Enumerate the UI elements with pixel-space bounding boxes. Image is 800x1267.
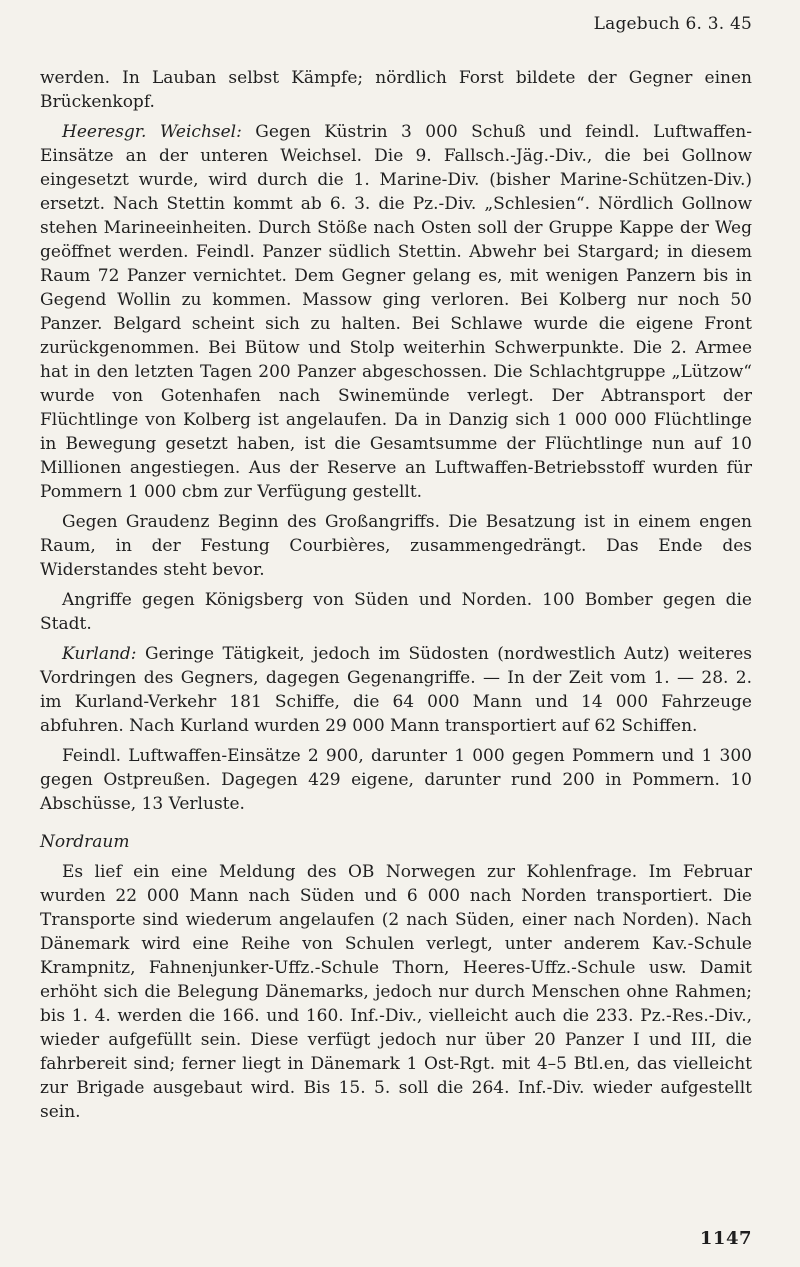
paragraph-text: Geringe Tätigkeit, jedoch im Südosten (nordwestlich Autz) weiteres Vordringen des Gegners, dagegen Gegenangriffe. — In der Zeit vom 1. — 28. 2. im Kurland-Verkehr 181 Schiffe, die 64 000 Mann und 14 000 Fahrzeuge abfuhren. Nach Kurland wurden 29 000 Mann transportiert auf 62 Schiffen. [40, 644, 752, 736]
running-head: Lagebuch 6. 3. 45 [593, 14, 752, 34]
paragraph-nordraum: Es lief ein eine Meldung des OB Norwegen zur Kohlenfrage. Im Februar wurden 22 000 Mann nach Süden und 6 000 nach Norden transportiert. Die Transporte sind wiederum angelaufen (2 nach Süden, einer nach Norden). Nach Dänemark wird eine Reihe von Schulen verlegt, unter anderem Kav.-Schule Krampnitz, Fahnenjunker-Uffz.-Schule Thorn, Heeres-Uffz.-Schule usw. Damit erhöht sich die Belegung Dänemarks, jedoch nur durch Menschen ohne Rahmen; bis 1. 4. werden die 166. und 160. Inf.-Div., vielleicht auch die 233. Pz.-Res.-Div., wieder aufgefüllt sein. Diese verfügt jedoch nur über 20 Panzer I und III, die fahrbereit sind; ferner liegt in Dänemark 1 Ost-Rgt. mit 4–5 Btl.en, das vielleicht zur Brigade ausgebaut wird. Bis 15. 5. soll die 264. Inf.-Div. wieder aufgestellt sein. [40, 862, 752, 1122]
paragraph-graudenz: Gegen Graudenz Beginn des Großangriffs. Die Besatzung ist in einem engen Raum, in der Festung Courbières, zusammengedrängt. Das Ende des Widerstandes steht bevor. [40, 512, 752, 580]
paragraph-koenigsberg: Angriffe gegen Königsberg von Süden und Norden. 100 Bomber gegen die Stadt. [40, 590, 752, 634]
paragraph-kurland [40, 642, 752, 738]
paragraph-lead: Heeresgr. Weichsel: [62, 122, 242, 142]
page-number: 1147 [699, 1228, 752, 1249]
paragraph-heeresgr-weichsel [40, 120, 752, 504]
paragraph-text: Gegen Küstrin 3 000 Schuß und feindl. Luftwaffen-Einsätze an der unteren Weichsel. Die 9. Fallsch.-Jäg.-Div., die bei Gollnow eingesetzt wurde, wird durch die 1. Marine-Div. (bisher Marine-Schützen-Div.) ersetzt. Nach Stettin kommt ab 6. 3. die Pz.-Div. „Schlesien“. Nördlich Gollnow stehen Marineeinheiten. Durch Stöße nach Osten soll der Gruppe Kappe der Weg geöffnet werden. Feindl. Panzer südlich Stettin. Abwehr bei Stargard; in diesem Raum 72 Panzer vernichtet. Dem Gegner gelang es, mit wenigen Panzern bis in Gegend Wollin zu kommen. Massow ging verloren. Bei Kolberg nur noch 50 Panzer. Belgard scheint sich zu halten. Bei Schlawe wurde die eigene Front zurückgenommen. Bei Bütow und Stolp weiterhin Schwerpunkte. Die 2. Armee hat in den letzten Tagen 200 Panzer abgeschossen. Die Schlachtgruppe „Lützow“ wurde von Gotenhafen nach Swinemünde verlegt. Der Abtransport der Flüchtlinge von Kolberg ist angelaufen. Da in Danzig sich 1 000 000 Flüchtlinge in Bewegung gesetzt haben, ist die Gesamtsumme der Flüchtlinge nun auf 10 Millionen angestiegen. Aus der Reserve an Luftwaffen-Betriebsstoff wurden für Pommern 1 000 cbm zur Verfügung gestellt. [40, 122, 752, 502]
paragraph-lead: Kurland: [62, 644, 137, 664]
page [40, 0, 752, 1267]
paragraph-luftwaffe: Feindl. Luftwaffen-Einsätze 2 900, darunter 1 000 gegen Pommern und 1 300 gegen Ostpreußen. Dagegen 429 eigene, darunter rund 200 in Pommern. 10 Abschüsse, 13 Verluste. [40, 746, 752, 814]
body-text [40, 66, 752, 1130]
section-heading-nordraum: Nordraum [40, 832, 130, 852]
paragraph-continuation: werden. In Lauban selbst Kämpfe; nördlich Forst bildete der Gegner einen Brückenkopf. [40, 68, 752, 112]
